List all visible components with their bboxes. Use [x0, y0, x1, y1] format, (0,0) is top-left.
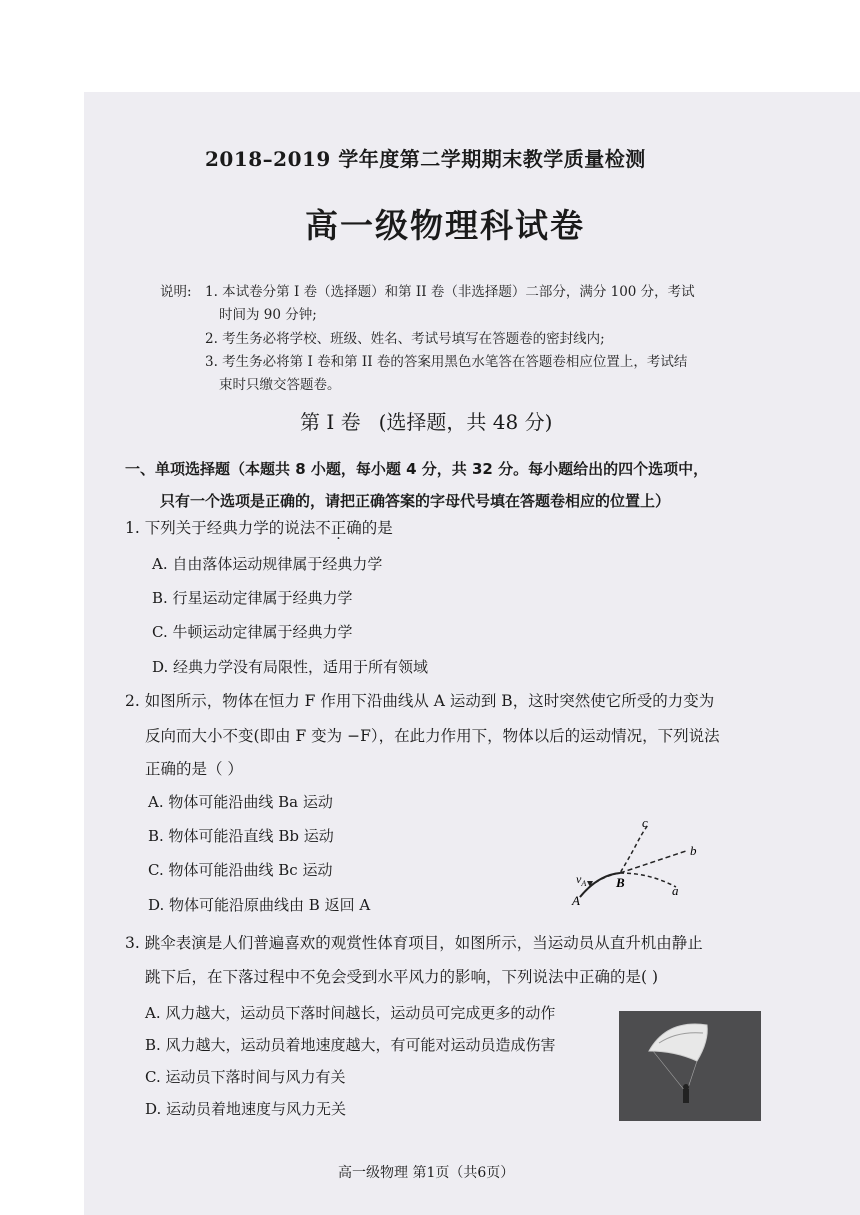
- question-2-line2: 反向而大小不变(即由 F 变为 −F），在此力作用下，物体以后的运动情况，下列说法: [145, 727, 720, 745]
- exam-header-line1: 2018–2019 学年度第二学期期末教学质量检测: [205, 147, 646, 171]
- q2-option-b: B. 物体可能沿直线 Bb 运动: [148, 827, 334, 845]
- note-3b: 束时只缴交答题卷。: [219, 377, 341, 393]
- section-title-main: 第 I 卷: [300, 410, 361, 434]
- line-bb: [620, 851, 686, 873]
- parachute-icon: [619, 1011, 761, 1121]
- q1-emphasis: 不正确: [315, 519, 362, 537]
- notes-label: 说明:: [160, 284, 192, 300]
- question-3-line2: 跳下后，在下落过程中不免会受到水平风力的影响，下列说法中正确的是( ): [145, 968, 659, 986]
- q1-suffix: 的是: [361, 519, 393, 537]
- note-1a: 1. 本试卷分第 I 卷（选择题）和第 II 卷（非选择题）二部分，满分 100 分，考试: [205, 284, 695, 300]
- q2-option-a: A. 物体可能沿曲线 Ba 运动: [148, 793, 333, 811]
- label-A: A: [572, 893, 580, 908]
- note-2: 2. 考生务必将学校、班级、姓名、考试号填写在答题卷的密封线内;: [205, 331, 605, 347]
- question-1-stem: [125, 516, 393, 538]
- label-c: c: [642, 815, 648, 830]
- parachute-photo: [619, 1011, 761, 1121]
- exam-title: 高一级物理科试卷: [305, 206, 585, 245]
- label-v: [576, 872, 586, 888]
- note-1b: 时间为 90 分钟;: [219, 307, 317, 323]
- label-a: a: [672, 883, 679, 898]
- section-title-sub: (选择题，共 48 分): [378, 410, 553, 434]
- q1-option-c: C. 牛顿运动定律属于经典力学: [152, 623, 353, 641]
- q2-option-d: D. 物体可能沿原曲线由 B 返回 A: [148, 896, 371, 914]
- q1-option-b: B. 行星运动定律属于经典力学: [152, 589, 353, 607]
- note-3a: 3. 考生务必将第 I 卷和第 II 卷的答案用黑色水笔答在答题卷相应位置上，考试结: [205, 354, 688, 370]
- q2-trajectory-figure: [568, 815, 718, 910]
- question-2-line1: 2. 如图所示，物体在恒力 F 作用下沿曲线从 A 运动到 B，这时突然使它所受的力变为: [125, 692, 715, 710]
- q3-option-a: A. 风力越大，运动员下落时间越长，运动员可完成更多的动作: [145, 1004, 556, 1022]
- label-v-main: v: [576, 872, 582, 886]
- part1-heading-line2: 只有一个选项是正确的，请把正确答案的字母代号填在答题卷相应的位置上）: [160, 492, 671, 510]
- label-v-sub: A: [581, 879, 587, 888]
- q1-option-a: A. 自由落体运动规律属于经典力学: [152, 555, 383, 573]
- question-3-line1: 3. 跳伞表演是人们普遍喜欢的观赏性体育项目，如图所示，当运动员从直升机由静止: [125, 934, 703, 952]
- label-B: B: [616, 875, 625, 890]
- q1-prefix: 1. 下列关于经典力学的说法: [125, 519, 316, 537]
- q3-option-b: B. 风力越大，运动员着地速度越大，有可能对运动员造成伤害: [145, 1036, 556, 1054]
- label-b: b: [690, 843, 697, 858]
- page-footer: 高一级物理 第1页（共6页）: [338, 1165, 515, 1181]
- section-title: [300, 406, 552, 435]
- part1-heading-line1: 一、单项选择题（本题共 8 小题，每小题 4 分，共 32 分。每小题给出的四个选项中，: [125, 460, 709, 478]
- q3-option-c: C. 运动员下落时间与风力有关: [145, 1068, 346, 1086]
- q3-option-d: D. 运动员着地速度与风力无关: [145, 1100, 347, 1118]
- q1-option-d: D. 经典力学没有局限性，适用于所有领域: [152, 658, 429, 676]
- q2-option-c: C. 物体可能沿曲线 Bc 运动: [148, 861, 333, 879]
- question-2-line3: 正确的是（ ）: [145, 760, 243, 778]
- curve-ba: [620, 873, 676, 887]
